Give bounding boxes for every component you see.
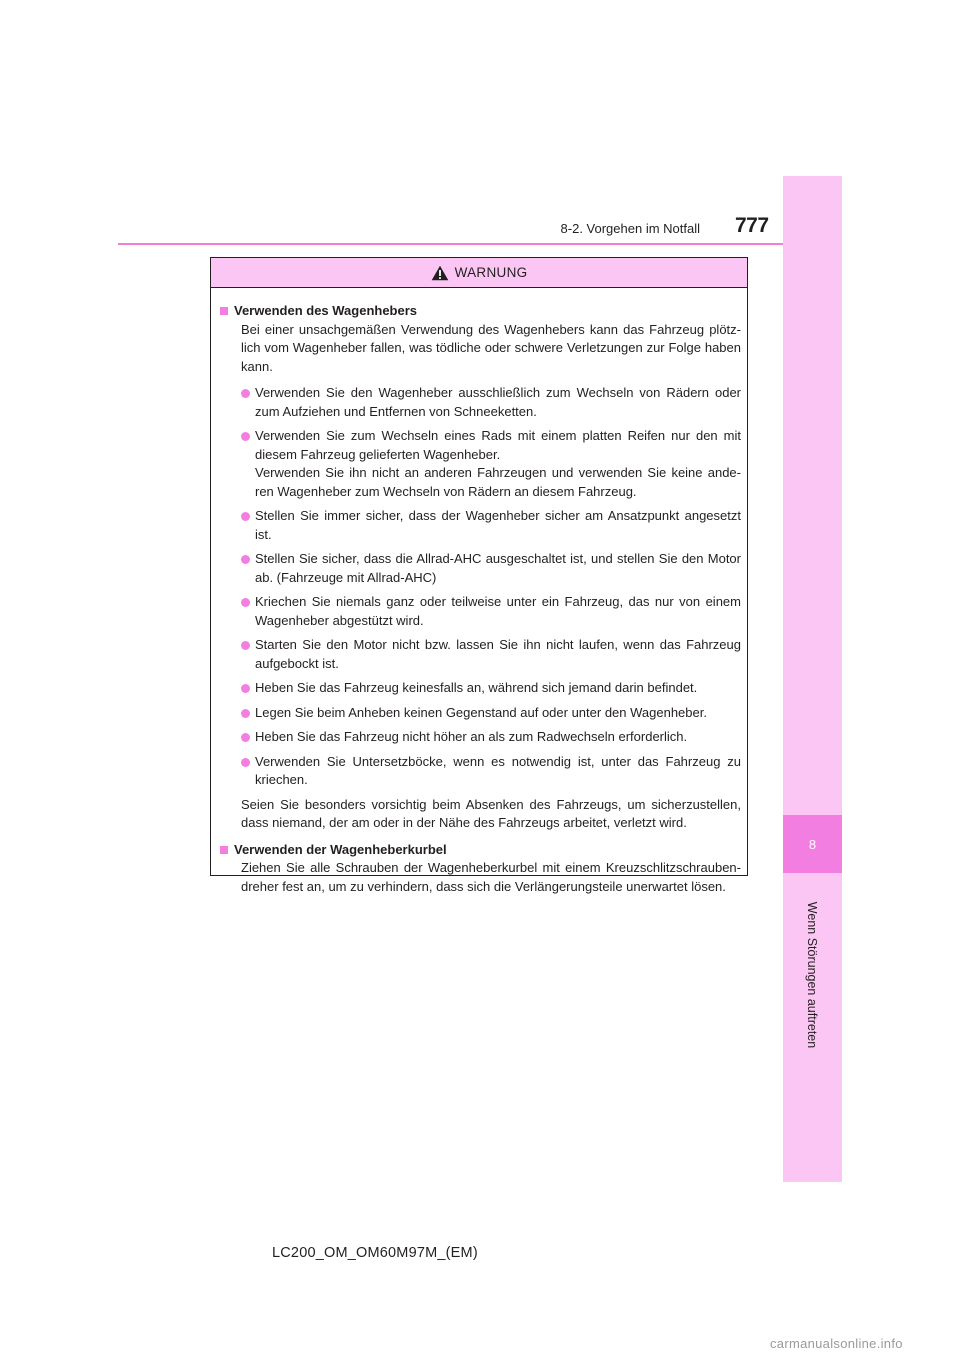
document-code: LC200_OM_OM60M97M_(EM) — [272, 1245, 478, 1261]
bullet-list — [241, 384, 741, 790]
bullet-text: Stellen Sie sicher, dass die Allrad-AHC ausgeschaltet ist, und stellen Sie den Motor ab. (Fahrzeuge mit Allrad-AHC) — [255, 551, 741, 585]
circle-bullet-icon — [241, 389, 250, 398]
section-outro: Seien Sie besonders vorsichtig beim Absenken des Fahrzeugs, um sicherzustellen, dass niemand, der am oder in der Nähe des Fahrzeugs arbeitet, verletzt wird. — [241, 796, 741, 830]
page-number: 777 — [735, 214, 769, 237]
bullet-item — [241, 384, 741, 421]
warning-box — [210, 257, 748, 894]
section-intro: Bei einer unsachgemäßen Verwendung des Wagenhebers kann das Fahrzeug plötz-lich vom Wagenheber fallen, was tödliche oder schwere Verletzungen zur Folge haben kann. — [241, 321, 741, 374]
circle-bullet-icon — [241, 512, 250, 521]
bullet-text: Heben Sie das Fahrzeug nicht höher an als zum Radwechseln erforderlich. — [255, 729, 688, 744]
bullet-item — [241, 427, 741, 501]
circle-bullet-icon — [241, 758, 250, 767]
circle-bullet-icon — [241, 733, 250, 742]
watermark: carmanualsonline.info — [770, 1336, 903, 1351]
circle-bullet-icon — [241, 555, 250, 564]
warning-section-heading — [220, 841, 741, 860]
warning-triangle-icon — [431, 265, 449, 281]
circle-bullet-icon — [241, 709, 250, 718]
bullet-text: Starten Sie den Motor nicht bzw. lassen Sie ihn nicht laufen, wenn das Fahrzeug aufgebockt ist. — [255, 637, 741, 671]
bullet-text: Verwenden Sie den Wagenheber ausschließlich zum Wechseln von Rädern oder zum Aufziehen und Entfernen von Schneeketten. — [255, 385, 741, 419]
section-title: 8-2. Vorgehen im Notfall — [560, 221, 700, 236]
circle-bullet-icon — [241, 684, 250, 693]
chapter-number: 8 — [783, 815, 842, 873]
bullet-item — [241, 636, 741, 673]
header-rule — [118, 243, 842, 245]
warning-section-heading — [220, 302, 741, 321]
section-content — [220, 859, 741, 896]
warning-title: WARNUNG — [454, 265, 528, 280]
warning-body — [211, 288, 747, 896]
bullet-item — [241, 593, 741, 630]
bullet-item — [241, 728, 741, 747]
bullet-item — [241, 550, 741, 587]
bullet-text: Kriechen Sie niemals ganz oder teilweise unter ein Fahrzeug, das nur von einem Wagenheber abgestützt wird. — [255, 594, 741, 628]
square-bullet-icon — [220, 307, 228, 315]
section-heading-text: Verwenden der Wagenheberkurbel — [234, 841, 447, 857]
chapter-label: Wenn Störungen auftreten — [805, 901, 819, 1049]
bullet-text: Heben Sie das Fahrzeug keinesfalls an, während sich jemand darin befindet. — [255, 680, 698, 695]
bullet-text: Legen Sie beim Anheben keinen Gegenstand auf oder unter den Wagenheber. — [255, 704, 707, 720]
bullet-text: Stellen Sie immer sicher, dass der Wagenheber sicher am Ansatzpunkt angesetzt ist. — [255, 508, 741, 542]
circle-bullet-icon — [241, 432, 250, 441]
bullet-item — [241, 507, 741, 544]
bullet-text: Verwenden Sie Untersetzböcke, wenn es notwendig ist, unter das Fahrzeug zu kriechen. — [255, 753, 741, 787]
square-bullet-icon — [220, 846, 228, 854]
bullet-item — [241, 753, 741, 790]
bullet-item — [241, 679, 741, 698]
warning-header — [211, 258, 747, 288]
section-intro: Ziehen Sie alle Schrauben der Wagenheberkurbel mit einem Kreuzschlitzschrauben-dreher fest an, um zu verhindern, dass sich die Verlängerungsteile unerwartet lösen. — [241, 860, 741, 894]
section-heading-text: Verwenden des Wagenhebers — [234, 303, 418, 318]
bullet-text: Verwenden Sie zum Wechseln eines Rads mit einem platten Reifen nur den mit diesem Fahrzeug gelieferten Wagenheber. Verwenden Sie ihn nicht an anderen Fahrzeugen und verwenden Sie keine ande-ren Wagenheber zum Wechseln von Rädern an diesem Fahrzeug. — [255, 428, 741, 499]
circle-bullet-icon — [241, 641, 250, 650]
section-content — [220, 321, 741, 833]
circle-bullet-icon — [241, 598, 250, 607]
bullet-item — [241, 704, 741, 723]
